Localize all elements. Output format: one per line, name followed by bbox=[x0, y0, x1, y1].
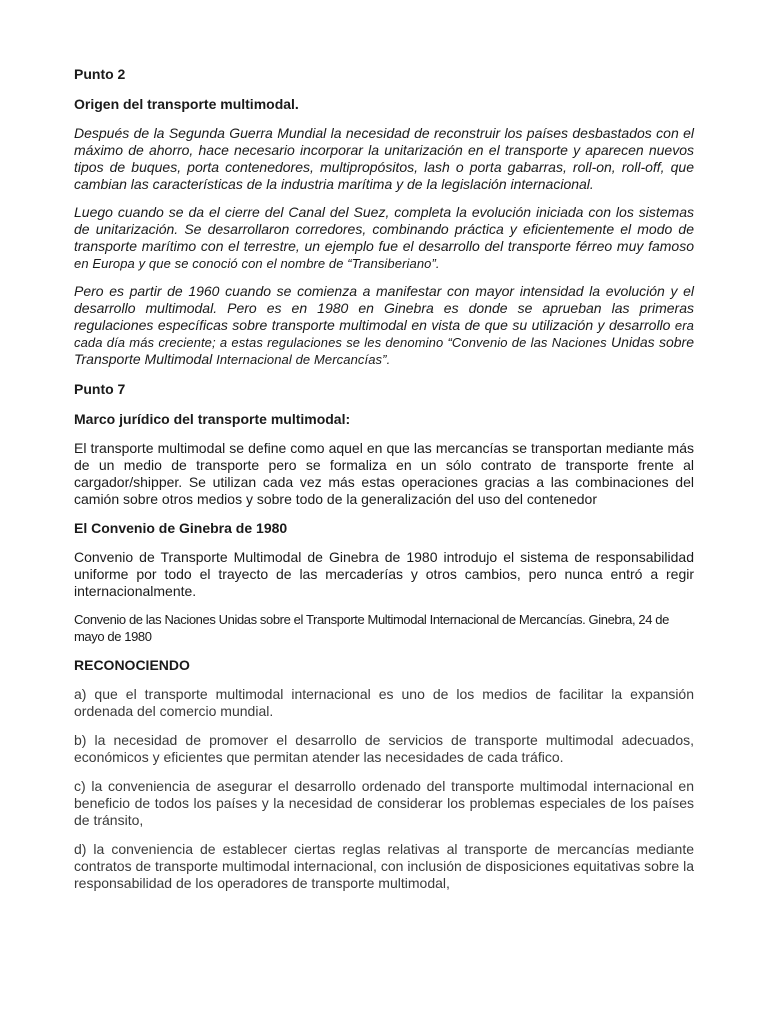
origen-paragraph-3-tail-c: Internacional de Mercancías”. bbox=[216, 352, 391, 367]
origen-paragraph-2-main: Luego cuando se da el cierre del Canal del Suez, completa la evolución iniciada con los sistemas de unitarización. Se desarrollaron corredores, combinando práctica y eficientemente el modo de transporte marítimo con el terrestre, un ejemplo fue el desarrollo del transporte férreo muy famoso bbox=[74, 204, 694, 254]
origen-paragraph-3-tail-a: era cada día más creciente; a estas regulaciones se les denomino “Convenio de las Naciones bbox=[74, 318, 695, 350]
ginebra-heading: El Convenio de Ginebra de 1980 bbox=[74, 520, 288, 536]
ginebra-paragraph: Convenio de Transporte Multimodal de Ginebra de 1980 introdujo el sistema de responsabilidad uniforme por todo el trayecto de las mercaderías y otros cambios, pero nunca entró a regir internacionalmente. bbox=[74, 549, 694, 599]
origen-heading: Origen del transporte multimodal. bbox=[74, 96, 299, 112]
punto7-heading: Punto 7 bbox=[74, 381, 126, 397]
origen-paragraph-2-tail: en Europa y que se conoció con el nombre de “Transiberiano”. bbox=[74, 256, 440, 271]
origen-paragraph-3-main: Pero es partir de 1960 cuando se comienza a manifestar con mayor intensidad la evolución y el desarrollo multimodal. Pero es en 1980 en Ginebra es donde se aprueban las primeras regulaciones específicas sobre transporte multimodal en vista de que su utilización y desarrollo bbox=[74, 283, 694, 333]
reconociendo-item-b: b) la necesidad de promover el desarrollo de servicios de transporte multimodal adecuados, económicos y eficientes que permitan atender las necesidades de cada tráfico. bbox=[74, 732, 694, 765]
reconociendo-heading: RECONOCIENDO bbox=[74, 657, 190, 673]
origen-paragraph-1: Después de la Segunda Guerra Mundial la necesidad de reconstruir los países desbastados con el máximo de ahorro, hace necesario incorporar la unitarización en el transporte y aparecen nuevos tipos de buques, porta contenedores, multipropósitos, lash o porta gabarras, roll-on, roll-off, que cambian las características de la industria marítima y de la legislación internacional. bbox=[74, 125, 694, 192]
origen-paragraph-3-tail-b: Unidas sobre Transporte Multimodal bbox=[74, 334, 694, 367]
reconociendo-item-c: c) la conveniencia de asegurar el desarrollo ordenado del transporte multimodal internacional en beneficio de todos los países y la necesidad de considerar los problemas especiales de los países de tránsito, bbox=[74, 778, 694, 828]
origen-paragraph-3 bbox=[74, 283, 694, 368]
reconociendo-item-a: a) que el transporte multimodal internacional es uno de los medios de facilitar la expansión ordenada del comercio mundial. bbox=[74, 686, 694, 719]
reconociendo-item-d: d) la conveniencia de establecer ciertas reglas relativas al transporte de mercancías mediante contratos de transporte multimodal internacional, con inclusión de disposiciones equitativas sobre la responsabilidad de los operadores de transporte multimodal, bbox=[74, 841, 694, 891]
origen-paragraph-2 bbox=[74, 204, 694, 272]
marco-heading: Marco jurídico del transporte multimodal: bbox=[74, 411, 351, 427]
punto2-heading: Punto 2 bbox=[74, 66, 126, 82]
convenio-title: Convenio de las Naciones Unidas sobre el Transporte Multimodal Internacional de Mercancías. Ginebra, 24 de mayo de 1980 bbox=[74, 612, 669, 644]
marco-paragraph: El transporte multimodal se define como aquel en que las mercancías se transportan mediante más de un medio de transporte pero se formaliza en un sólo contrato de transporte frente al cargador/shipper. Se utilizan cada vez más estas operaciones gracias a las combinaciones del camión sobre otros medios y sobre todo de la generalización del uso del contenedor bbox=[74, 440, 694, 507]
